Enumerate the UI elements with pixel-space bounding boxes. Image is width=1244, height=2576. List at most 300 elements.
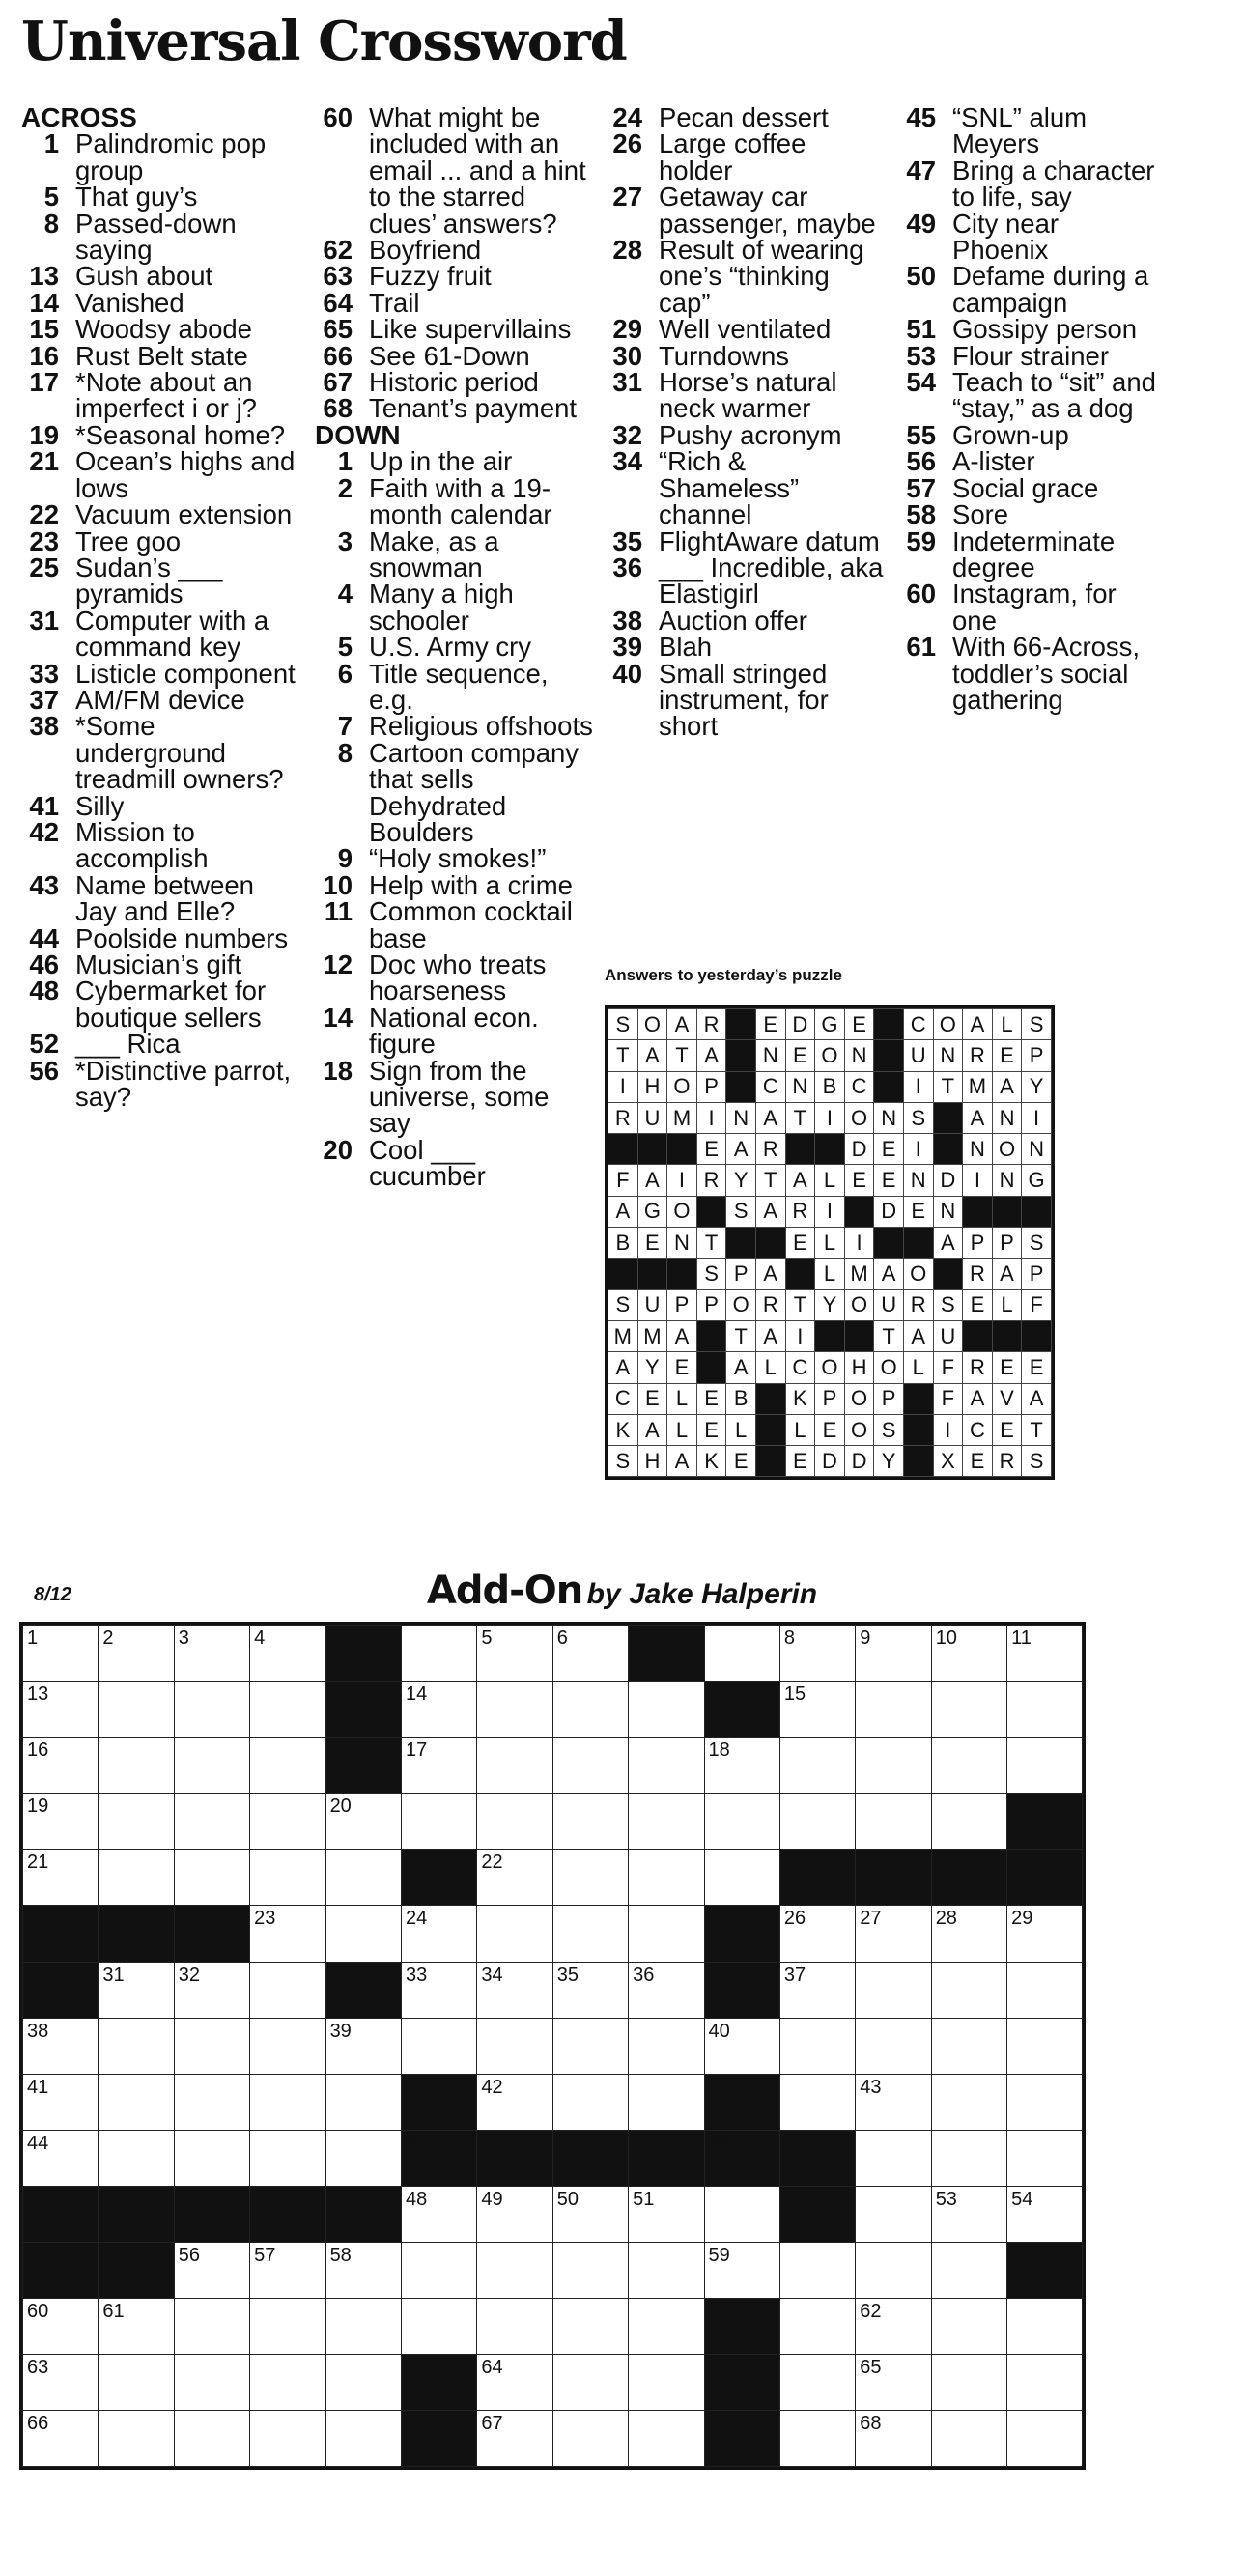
- grid-cell[interactable]: [552, 1962, 628, 2018]
- clue-number: 58: [906, 499, 936, 530]
- grid-cell[interactable]: [250, 2018, 325, 2074]
- answer-black-square: [785, 1259, 815, 1289]
- grid-cell[interactable]: [1007, 1626, 1083, 1682]
- grid-cell[interactable]: [1007, 1906, 1083, 1962]
- grid-cell[interactable]: [401, 1906, 476, 1962]
- grid-cell[interactable]: [477, 2411, 552, 2467]
- grid-cell[interactable]: [856, 1738, 931, 1794]
- grid-cell[interactable]: [931, 1906, 1006, 1962]
- cell-number: 59: [708, 2245, 730, 2267]
- clue-number: 49: [906, 208, 936, 239]
- clue-item: [21, 554, 301, 608]
- black-square: [325, 2186, 401, 2242]
- answer-black-square: [608, 1259, 638, 1289]
- answer-letter: A: [992, 1259, 1022, 1289]
- black-square: [99, 1906, 174, 1962]
- grid-cell[interactable]: [779, 1682, 855, 1738]
- grid-cell[interactable]: [552, 2243, 628, 2299]
- clue-item: [605, 314, 885, 345]
- grid-cell[interactable]: [629, 2299, 704, 2355]
- cell-number: 37: [783, 1964, 806, 1986]
- grid-cell[interactable]: [856, 2074, 931, 2130]
- grid-cell[interactable]: [250, 1906, 325, 1962]
- cell-number: 36: [633, 1964, 655, 1986]
- grid-cell[interactable]: [1007, 2186, 1083, 2242]
- grid-cell[interactable]: [552, 1682, 628, 1738]
- clue-text: Up in the air: [369, 446, 513, 477]
- grid-cell[interactable]: [477, 2299, 552, 2355]
- grid-cell[interactable]: [250, 1682, 325, 1738]
- clue-number: 31: [29, 605, 59, 636]
- clue-text: “Holy smokes!”: [369, 843, 547, 874]
- grid-cell[interactable]: [856, 1794, 931, 1850]
- clue-item: [315, 843, 595, 874]
- grid-cell[interactable]: [250, 1850, 325, 1906]
- grid-cell[interactable]: [99, 2074, 174, 2130]
- grid-cell[interactable]: [23, 1682, 99, 1738]
- grid-cell[interactable]: [477, 2355, 552, 2411]
- grid-cell[interactable]: [23, 2299, 99, 2355]
- clue-item: [315, 287, 595, 318]
- grid-cell[interactable]: [99, 2355, 174, 2411]
- clue-text: Cartoon company that sells Dehydrated Boulders: [369, 737, 580, 847]
- grid-cell[interactable]: [23, 2074, 99, 2130]
- black-square: [779, 2130, 855, 2186]
- grid-cell[interactable]: [856, 2299, 931, 2355]
- grid-cell[interactable]: [931, 1626, 1006, 1682]
- cell-number: 2: [102, 1628, 114, 1649]
- grid-cell[interactable]: [552, 2355, 628, 2411]
- grid-cell[interactable]: [174, 2018, 249, 2074]
- answer-letter: S: [608, 1289, 638, 1320]
- grid-cell[interactable]: [23, 1626, 99, 1682]
- grid-cell[interactable]: [931, 1794, 1006, 1850]
- cell-number: 48: [405, 2188, 428, 2210]
- answer-letter: A: [992, 1071, 1022, 1102]
- grid-cell[interactable]: [477, 2243, 552, 2299]
- clue-item: [21, 314, 301, 345]
- grid-cell[interactable]: [325, 2243, 401, 2299]
- grid-cell[interactable]: [779, 2355, 855, 2411]
- grid-cell[interactable]: [174, 2299, 249, 2355]
- grid-cell[interactable]: [779, 1738, 855, 1794]
- clue-number: 38: [29, 711, 59, 742]
- clue-number: 66: [323, 340, 353, 371]
- grid-cell[interactable]: [250, 2243, 325, 2299]
- black-square: [704, 1962, 779, 2018]
- grid-cell[interactable]: [629, 1906, 704, 1962]
- grid-cell[interactable]: [99, 1682, 174, 1738]
- grid-cell[interactable]: [704, 1850, 779, 1906]
- grid-cell[interactable]: [401, 2243, 476, 2299]
- clue-number: 3: [337, 525, 353, 556]
- clue-text: Large coffee holder: [659, 128, 806, 185]
- clue-number: 23: [29, 525, 59, 556]
- grid-cell[interactable]: [552, 2299, 628, 2355]
- clue-number: 41: [29, 790, 59, 821]
- clue-number: 8: [43, 208, 59, 239]
- grid-cell[interactable]: [552, 1906, 628, 1962]
- black-square: [779, 2186, 855, 2242]
- answer-letter: P: [696, 1289, 726, 1320]
- clue-item: [21, 340, 301, 371]
- answer-letter: E: [963, 1289, 993, 1320]
- grid-cell[interactable]: [931, 2186, 1006, 2242]
- grid-cell[interactable]: [1007, 2355, 1083, 2411]
- grid-cell[interactable]: [931, 2130, 1006, 2186]
- grid-cell[interactable]: [401, 2018, 476, 2074]
- grid-cell[interactable]: [629, 2074, 704, 2130]
- grid-cell[interactable]: [477, 1962, 552, 2018]
- grid-cell[interactable]: [23, 2130, 99, 2186]
- answer-letter: K: [696, 1446, 726, 1477]
- grid-cell[interactable]: [779, 1962, 855, 2018]
- clue-text: Religious offshoots: [369, 711, 593, 742]
- grid-cell[interactable]: [325, 2411, 401, 2467]
- grid-cell[interactable]: [552, 2018, 628, 2074]
- grid-cell[interactable]: [629, 1738, 704, 1794]
- clue-number: 52: [29, 1029, 59, 1060]
- grid-cell[interactable]: [23, 1850, 99, 1906]
- grid-cell[interactable]: [1007, 1962, 1083, 2018]
- clue-item: [21, 419, 301, 450]
- answer-letter: H: [637, 1446, 667, 1477]
- grid-cell[interactable]: [99, 1962, 174, 2018]
- grid-cell[interactable]: [325, 2355, 401, 2411]
- grid-cell[interactable]: [174, 1850, 249, 1906]
- grid-cell[interactable]: [23, 1738, 99, 1794]
- cell-number: 27: [860, 1908, 882, 1930]
- cell-number: 34: [481, 1964, 503, 1986]
- grid-cell[interactable]: [174, 2130, 249, 2186]
- answer-letter: K: [608, 1414, 638, 1445]
- grid-cell[interactable]: [250, 2074, 325, 2130]
- grid-cell[interactable]: [552, 2411, 628, 2467]
- grid-cell[interactable]: [1007, 2411, 1083, 2467]
- grid-cell[interactable]: [99, 2299, 174, 2355]
- cell-number: 42: [481, 2076, 503, 2098]
- grid-cell[interactable]: [1007, 2018, 1083, 2074]
- clue-text: Common cocktail base: [369, 896, 573, 953]
- grid-cell[interactable]: [629, 1682, 704, 1738]
- answer-letter: Y: [1022, 1071, 1052, 1102]
- answer-black-square: [1022, 1196, 1052, 1227]
- grid-cell[interactable]: [99, 2411, 174, 2467]
- cell-number: 46: [708, 2132, 730, 2154]
- answer-black-square: [815, 1134, 845, 1165]
- clue-item: [315, 261, 595, 292]
- answer-letter: D: [844, 1446, 874, 1477]
- grid-cell[interactable]: [779, 2243, 855, 2299]
- clue-number: 9: [337, 843, 353, 874]
- grid-cell[interactable]: [704, 2018, 779, 2074]
- grid-cell[interactable]: [1007, 2074, 1083, 2130]
- cell-number: 25: [708, 1908, 730, 1930]
- grid-cell[interactable]: [931, 2411, 1006, 2467]
- grid-cell[interactable]: [401, 2299, 476, 2355]
- grid-cell[interactable]: [704, 1626, 779, 1682]
- grid-cell[interactable]: [629, 2411, 704, 2467]
- clue-number: 15: [29, 314, 59, 345]
- cell-number: 5: [481, 1628, 493, 1649]
- grid-cell[interactable]: [779, 2299, 855, 2355]
- clue-number: 37: [29, 684, 59, 715]
- grid-cell[interactable]: [779, 2074, 855, 2130]
- clue-text: Flour strainer: [952, 340, 1109, 371]
- grid-cell[interactable]: [325, 1794, 401, 1850]
- grid-cell[interactable]: [99, 2018, 174, 2074]
- answer-letter: M: [963, 1071, 993, 1102]
- grid-cell[interactable]: [779, 1794, 855, 1850]
- grid-cell[interactable]: [250, 1738, 325, 1794]
- grid-cell[interactable]: [250, 1794, 325, 1850]
- grid-cell[interactable]: [174, 2243, 249, 2299]
- grid-cell[interactable]: [779, 2018, 855, 2074]
- answer-black-square: [726, 1009, 756, 1040]
- grid-cell[interactable]: [23, 2355, 99, 2411]
- grid-cell[interactable]: [477, 1626, 552, 1682]
- clue-number: 25: [29, 552, 59, 582]
- clue-number: 56: [906, 446, 936, 477]
- cell-number: 60: [27, 2301, 49, 2323]
- grid-cell[interactable]: [250, 2299, 325, 2355]
- answer-letter: C: [903, 1009, 933, 1040]
- clue-number: 55: [906, 419, 936, 450]
- grid-cell[interactable]: [931, 1738, 1006, 1794]
- answer-letter: G: [1022, 1165, 1052, 1196]
- puzzle-title-block: [0, 1569, 1244, 1613]
- clue-item: [315, 393, 595, 424]
- grid-cell[interactable]: [629, 2018, 704, 2074]
- grid-cell[interactable]: [704, 1794, 779, 1850]
- answer-letter: R: [963, 1352, 993, 1383]
- grid-cell[interactable]: [552, 2186, 628, 2242]
- grid-cell[interactable]: [174, 1682, 249, 1738]
- cell-number: 41: [27, 2076, 49, 2098]
- answer-black-square: [726, 1071, 756, 1102]
- answer-letter: A: [608, 1196, 638, 1227]
- cell-number: 3: [178, 1628, 189, 1649]
- clue-number: 56: [29, 1055, 59, 1086]
- grid-cell[interactable]: [477, 1906, 552, 1962]
- grid-cell[interactable]: [325, 2074, 401, 2130]
- answer-letter: S: [1022, 1446, 1052, 1477]
- grid-cell[interactable]: [856, 1962, 931, 2018]
- answer-letter: I: [903, 1071, 933, 1102]
- grid-cell[interactable]: [401, 1794, 476, 1850]
- answer-black-square: [785, 1134, 815, 1165]
- cell-number: 64: [481, 2357, 503, 2379]
- answer-letter: O: [903, 1259, 933, 1289]
- clue-text: Fuzzy fruit: [369, 261, 492, 292]
- grid-cell[interactable]: [856, 2130, 931, 2186]
- grid-cell[interactable]: [174, 1738, 249, 1794]
- grid-cell[interactable]: [856, 2186, 931, 2242]
- grid-cell[interactable]: [931, 2355, 1006, 2411]
- clue-text: Tenant’s payment: [369, 393, 578, 424]
- grid-cell[interactable]: [174, 1626, 249, 1682]
- clue-text: Cybermarket for boutique sellers: [75, 976, 267, 1033]
- grid-cell[interactable]: [931, 1962, 1006, 2018]
- cell-number: 9: [860, 1628, 871, 1649]
- clue-text: Social grace: [952, 472, 1099, 503]
- grid-cell[interactable]: [174, 2355, 249, 2411]
- grid-cell[interactable]: [325, 2130, 401, 2186]
- grid-cell[interactable]: [477, 2074, 552, 2130]
- clue-number: 2: [337, 472, 353, 503]
- grid-cell[interactable]: [704, 1738, 779, 1794]
- grid-cell[interactable]: [629, 2355, 704, 2411]
- clue-number: 24: [612, 102, 642, 132]
- grid-cell[interactable]: [401, 1962, 476, 2018]
- grid-cell[interactable]: [401, 1682, 476, 1738]
- answer-letter: P: [696, 1071, 726, 1102]
- grid-cell[interactable]: [174, 2074, 249, 2130]
- answer-letter: A: [785, 1165, 815, 1196]
- grid-cell[interactable]: [856, 2018, 931, 2074]
- grid-cell[interactable]: [629, 1794, 704, 1850]
- grid-cell[interactable]: [250, 2130, 325, 2186]
- grid-cell[interactable]: [325, 2018, 401, 2074]
- grid-cell[interactable]: [552, 1626, 628, 1682]
- grid-cell[interactable]: [552, 1850, 628, 1906]
- cell-number: 54: [1011, 2188, 1033, 2210]
- clue-number: 5: [337, 632, 353, 663]
- grid-cell[interactable]: [401, 1626, 476, 1682]
- grid-cell[interactable]: [401, 1738, 476, 1794]
- grid-cell[interactable]: [856, 2355, 931, 2411]
- grid-cell[interactable]: [325, 1906, 401, 1962]
- grid-cell[interactable]: [779, 1626, 855, 1682]
- clue-item: [898, 472, 1159, 503]
- grid-cell[interactable]: [250, 2411, 325, 2467]
- grid-cell[interactable]: [477, 2018, 552, 2074]
- grid-cell[interactable]: [23, 1794, 99, 1850]
- grid-cell[interactable]: [99, 1794, 174, 1850]
- grid-cell[interactable]: [99, 1626, 174, 1682]
- clue-text: Rust Belt state: [75, 340, 248, 371]
- grid-cell[interactable]: [477, 2186, 552, 2242]
- grid-cell[interactable]: [779, 2411, 855, 2467]
- clue-text: Sore: [952, 499, 1009, 530]
- grid-cell[interactable]: [856, 2411, 931, 2467]
- grid-cell[interactable]: [629, 1850, 704, 1906]
- grid-cell[interactable]: [99, 2130, 174, 2186]
- answer-letter: L: [667, 1383, 697, 1414]
- grid-cell[interactable]: [477, 1794, 552, 1850]
- grid-cell[interactable]: [99, 1850, 174, 1906]
- grid-cell[interactable]: [1007, 1738, 1083, 1794]
- grid-cell[interactable]: [704, 2186, 779, 2242]
- grid-cell[interactable]: [552, 1794, 628, 1850]
- grid-cell[interactable]: [704, 2243, 779, 2299]
- grid-cell[interactable]: [931, 2299, 1006, 2355]
- grid-cell[interactable]: [629, 2186, 704, 2242]
- answer-black-square: [637, 1134, 667, 1165]
- answer-letter: H: [637, 1071, 667, 1102]
- grid-cell[interactable]: [856, 2243, 931, 2299]
- clue-text: Trail: [369, 287, 420, 318]
- grid-cell[interactable]: [629, 1962, 704, 2018]
- answer-black-square: [874, 1040, 904, 1071]
- clue-text: Teach to “sit” and “stay,” as a dog: [952, 367, 1156, 424]
- grid-cell[interactable]: [629, 2243, 704, 2299]
- grid-cell[interactable]: [856, 1626, 931, 1682]
- clue-text: What might be included with an email ... and a hint to the starred clues’ answers?: [369, 102, 586, 239]
- grid-cell[interactable]: [477, 1738, 552, 1794]
- clue-text: FlightAware datum: [659, 525, 880, 556]
- grid-cell[interactable]: [931, 2018, 1006, 2074]
- grid-cell[interactable]: [250, 1962, 325, 2018]
- grid-cell[interactable]: [250, 1626, 325, 1682]
- clue-text: Boyfriend: [369, 235, 482, 266]
- grid-cell[interactable]: [23, 2411, 99, 2467]
- black-square: [174, 1906, 249, 1962]
- answer-black-square: [903, 1228, 933, 1259]
- grid-cell[interactable]: [477, 1850, 552, 1906]
- clue-item: [315, 1002, 595, 1060]
- grid-cell[interactable]: [174, 1794, 249, 1850]
- grid-cell[interactable]: [552, 2074, 628, 2130]
- grid-cell[interactable]: [23, 2018, 99, 2074]
- answer-letter: G: [815, 1009, 845, 1040]
- grid-cell[interactable]: [174, 1962, 249, 2018]
- clue-column-2: [315, 104, 595, 1190]
- grid-cell[interactable]: [477, 1682, 552, 1738]
- answer-letter: O: [844, 1102, 874, 1133]
- answer-letter: T: [726, 1320, 756, 1351]
- answer-letter: R: [755, 1134, 785, 1165]
- grid-cell[interactable]: [931, 2243, 1006, 2299]
- grid-cell[interactable]: [325, 2299, 401, 2355]
- answer-letter: D: [933, 1165, 963, 1196]
- clue-item: [315, 525, 595, 582]
- grid-cell[interactable]: [174, 2411, 249, 2467]
- answer-letter: E: [696, 1383, 726, 1414]
- clue-number: 28: [612, 235, 642, 266]
- grid-cell[interactable]: [250, 2355, 325, 2411]
- grid-cell[interactable]: [856, 1906, 931, 1962]
- answer-letter: P: [963, 1228, 993, 1259]
- clue-item: [898, 340, 1159, 371]
- grid-cell[interactable]: [552, 1738, 628, 1794]
- clue-text: See 61-Down: [369, 340, 530, 371]
- grid-cell[interactable]: [931, 1682, 1006, 1738]
- answer-letter: E: [874, 1134, 904, 1165]
- grid-cell[interactable]: [1007, 2299, 1083, 2355]
- grid-cell[interactable]: [856, 1682, 931, 1738]
- answer-letter: A: [755, 1320, 785, 1351]
- answer-letter: I: [815, 1102, 845, 1133]
- clue-number: 13: [29, 261, 59, 292]
- grid-cell[interactable]: [325, 1850, 401, 1906]
- grid-cell[interactable]: [1007, 1682, 1083, 1738]
- clue-text: Getaway car passenger, maybe: [659, 182, 876, 239]
- clue-number: 5: [43, 182, 59, 212]
- grid-cell[interactable]: [779, 1906, 855, 1962]
- cell-number: 47: [783, 2132, 806, 2154]
- grid-cell[interactable]: [99, 1738, 174, 1794]
- cell-number: 7: [633, 1628, 644, 1649]
- grid-cell[interactable]: [931, 2074, 1006, 2130]
- clue-text: With 66-Across, toddler’s social gathering: [952, 632, 1141, 715]
- grid-cell[interactable]: [1007, 2130, 1083, 2186]
- grid-cell[interactable]: [401, 2186, 476, 2242]
- answer-letter: T: [608, 1040, 638, 1071]
- clue-number: 45: [906, 102, 936, 132]
- answer-letter: A: [933, 1228, 963, 1259]
- cell-number: 6: [556, 1628, 568, 1649]
